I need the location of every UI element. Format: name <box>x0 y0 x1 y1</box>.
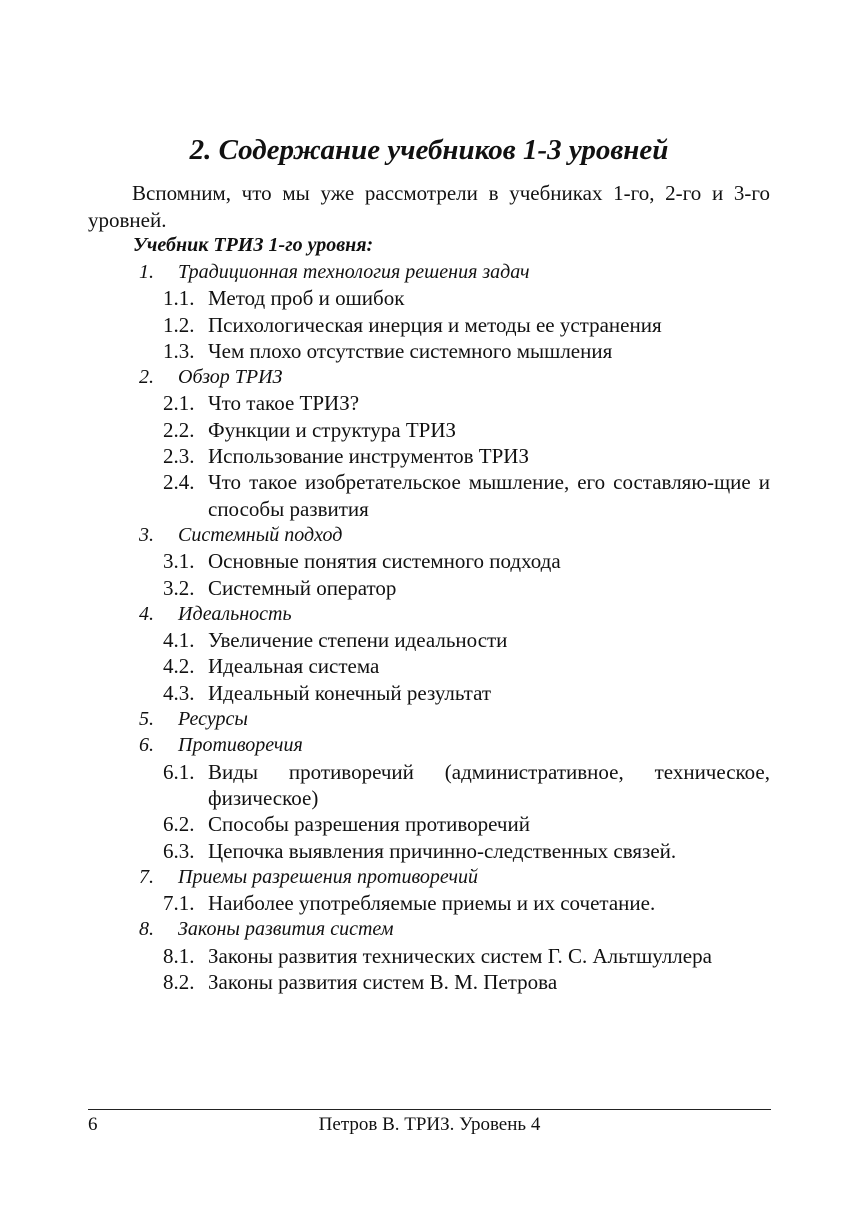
subsection-text: Использование инструментов ТРИЗ <box>208 444 529 469</box>
subsection-item <box>0 548 857 574</box>
section-number: 3. <box>139 523 154 546</box>
section-title: Традиционная технология решения задач <box>178 261 530 283</box>
subsection-item <box>0 811 857 837</box>
page-number: 6 <box>88 1114 98 1135</box>
subsection-item <box>0 943 857 969</box>
subsection-text: Психологическая инерция и методы ее устранения <box>208 312 662 337</box>
subsection-text: Основные понятия системного подхода <box>208 549 561 574</box>
subsection-item <box>0 838 857 864</box>
section-title: Обзор ТРИЗ <box>178 366 283 389</box>
subsection-item <box>0 443 857 469</box>
intro-paragraph: Вспомним, что мы уже рассмотрели в учебниках 1-го, 2-го и 3-го уровней. <box>88 181 770 232</box>
section-heading <box>0 364 857 390</box>
subsection-item <box>0 969 857 995</box>
subsection-number: 7.1. <box>163 891 195 916</box>
subsection-number: 3.2. <box>163 575 195 600</box>
subsection-item <box>0 285 857 311</box>
section-number: 8. <box>139 918 154 941</box>
subsection-number: 2.2. <box>163 417 195 442</box>
subsection-number: 6.2. <box>163 812 195 837</box>
section-heading <box>0 522 857 548</box>
section-title: Законы развития систем <box>178 918 394 941</box>
table-of-contents <box>0 259 857 995</box>
subsection-item <box>0 312 857 338</box>
subsection-text: Метод проб и ошибок <box>208 286 405 311</box>
subsection-number: 3.1. <box>163 549 195 574</box>
running-title: Петров В. ТРИЗ. Уровень 4 <box>318 1114 541 1135</box>
subsection-item <box>0 338 857 364</box>
section-title: Идеальность <box>178 602 292 625</box>
section-number: 1. <box>139 261 154 283</box>
textbook-subheading: Учебник ТРИЗ 1-го уровня: <box>133 234 374 256</box>
section-number: 6. <box>139 734 154 757</box>
section-heading <box>0 864 857 890</box>
subsection-text: Цепочка выявления причинно-следственных связей. <box>208 838 677 863</box>
subsection-text: Виды противоречий (административное, техническое, физическое) <box>208 759 770 810</box>
subsection-item <box>0 417 857 443</box>
subsection-number: 1.2. <box>163 312 195 337</box>
section-title: Приемы разрешения противоречий <box>178 865 479 888</box>
subsection-item <box>0 759 857 812</box>
subsection-text: Чем плохо отсутствие системного мышления <box>208 338 613 363</box>
section-heading <box>0 706 857 732</box>
footer-divider <box>88 1109 771 1110</box>
subsection-text: Наиболее употребляемые приемы и их сочетание. <box>208 891 656 916</box>
subsection-number: 4.2. <box>163 654 195 679</box>
section-number: 2. <box>139 366 154 389</box>
subsection-text: Системный оператор <box>208 575 397 600</box>
subsection-text: Что такое изобретательское мышление, его составляю-щие и способы развития <box>208 470 770 521</box>
subsection-text: Функции и структура ТРИЗ <box>208 417 457 442</box>
subsection-number: 1.1. <box>163 286 195 311</box>
subsection-number: 6.3. <box>163 838 195 863</box>
subsection-number: 6.1. <box>163 759 195 784</box>
section-number: 7. <box>139 865 154 888</box>
section-number: 5. <box>139 708 154 731</box>
section-heading <box>0 916 857 942</box>
subsection-text: Законы развития систем В. М. Петрова <box>208 970 558 995</box>
subsection-text: Идеальная система <box>208 654 380 679</box>
subsection-number: 2.1. <box>163 391 195 416</box>
subsection-number: 1.3. <box>163 338 195 363</box>
subsection-number: 8.2. <box>163 970 195 995</box>
subsection-number: 8.1. <box>163 943 195 968</box>
section-title: Системный подход <box>178 523 343 546</box>
subsection-text: Законы развития технических систем Г. С. Альтшуллера <box>208 943 712 968</box>
section-title: Противоречия <box>178 734 303 757</box>
subsection-text: Идеальный конечный результат <box>208 680 492 705</box>
subsection-item <box>0 627 857 653</box>
subsection-number: 4.1. <box>163 628 195 653</box>
subsection-number: 4.3. <box>163 680 195 705</box>
subsection-item <box>0 390 857 416</box>
subsection-item <box>0 575 857 601</box>
section-heading <box>0 732 857 758</box>
subsection-text: Увеличение степени идеальности <box>208 628 508 653</box>
page-title: 2. Содержание учебников 1-3 уровней <box>189 134 669 166</box>
section-number: 4. <box>139 602 154 625</box>
subsection-text: Способы разрешения противоречий <box>208 812 530 837</box>
section-heading <box>0 601 857 627</box>
section-heading <box>0 259 857 285</box>
subsection-number: 2.4. <box>163 470 195 495</box>
subsection-text: Что такое ТРИЗ? <box>208 391 360 416</box>
section-title: Ресурсы <box>178 708 248 731</box>
subsection-item <box>0 890 857 916</box>
subsection-number: 2.3. <box>163 444 195 469</box>
subsection-item <box>0 653 857 679</box>
subsection-item <box>0 680 857 706</box>
subsection-item <box>0 469 857 522</box>
